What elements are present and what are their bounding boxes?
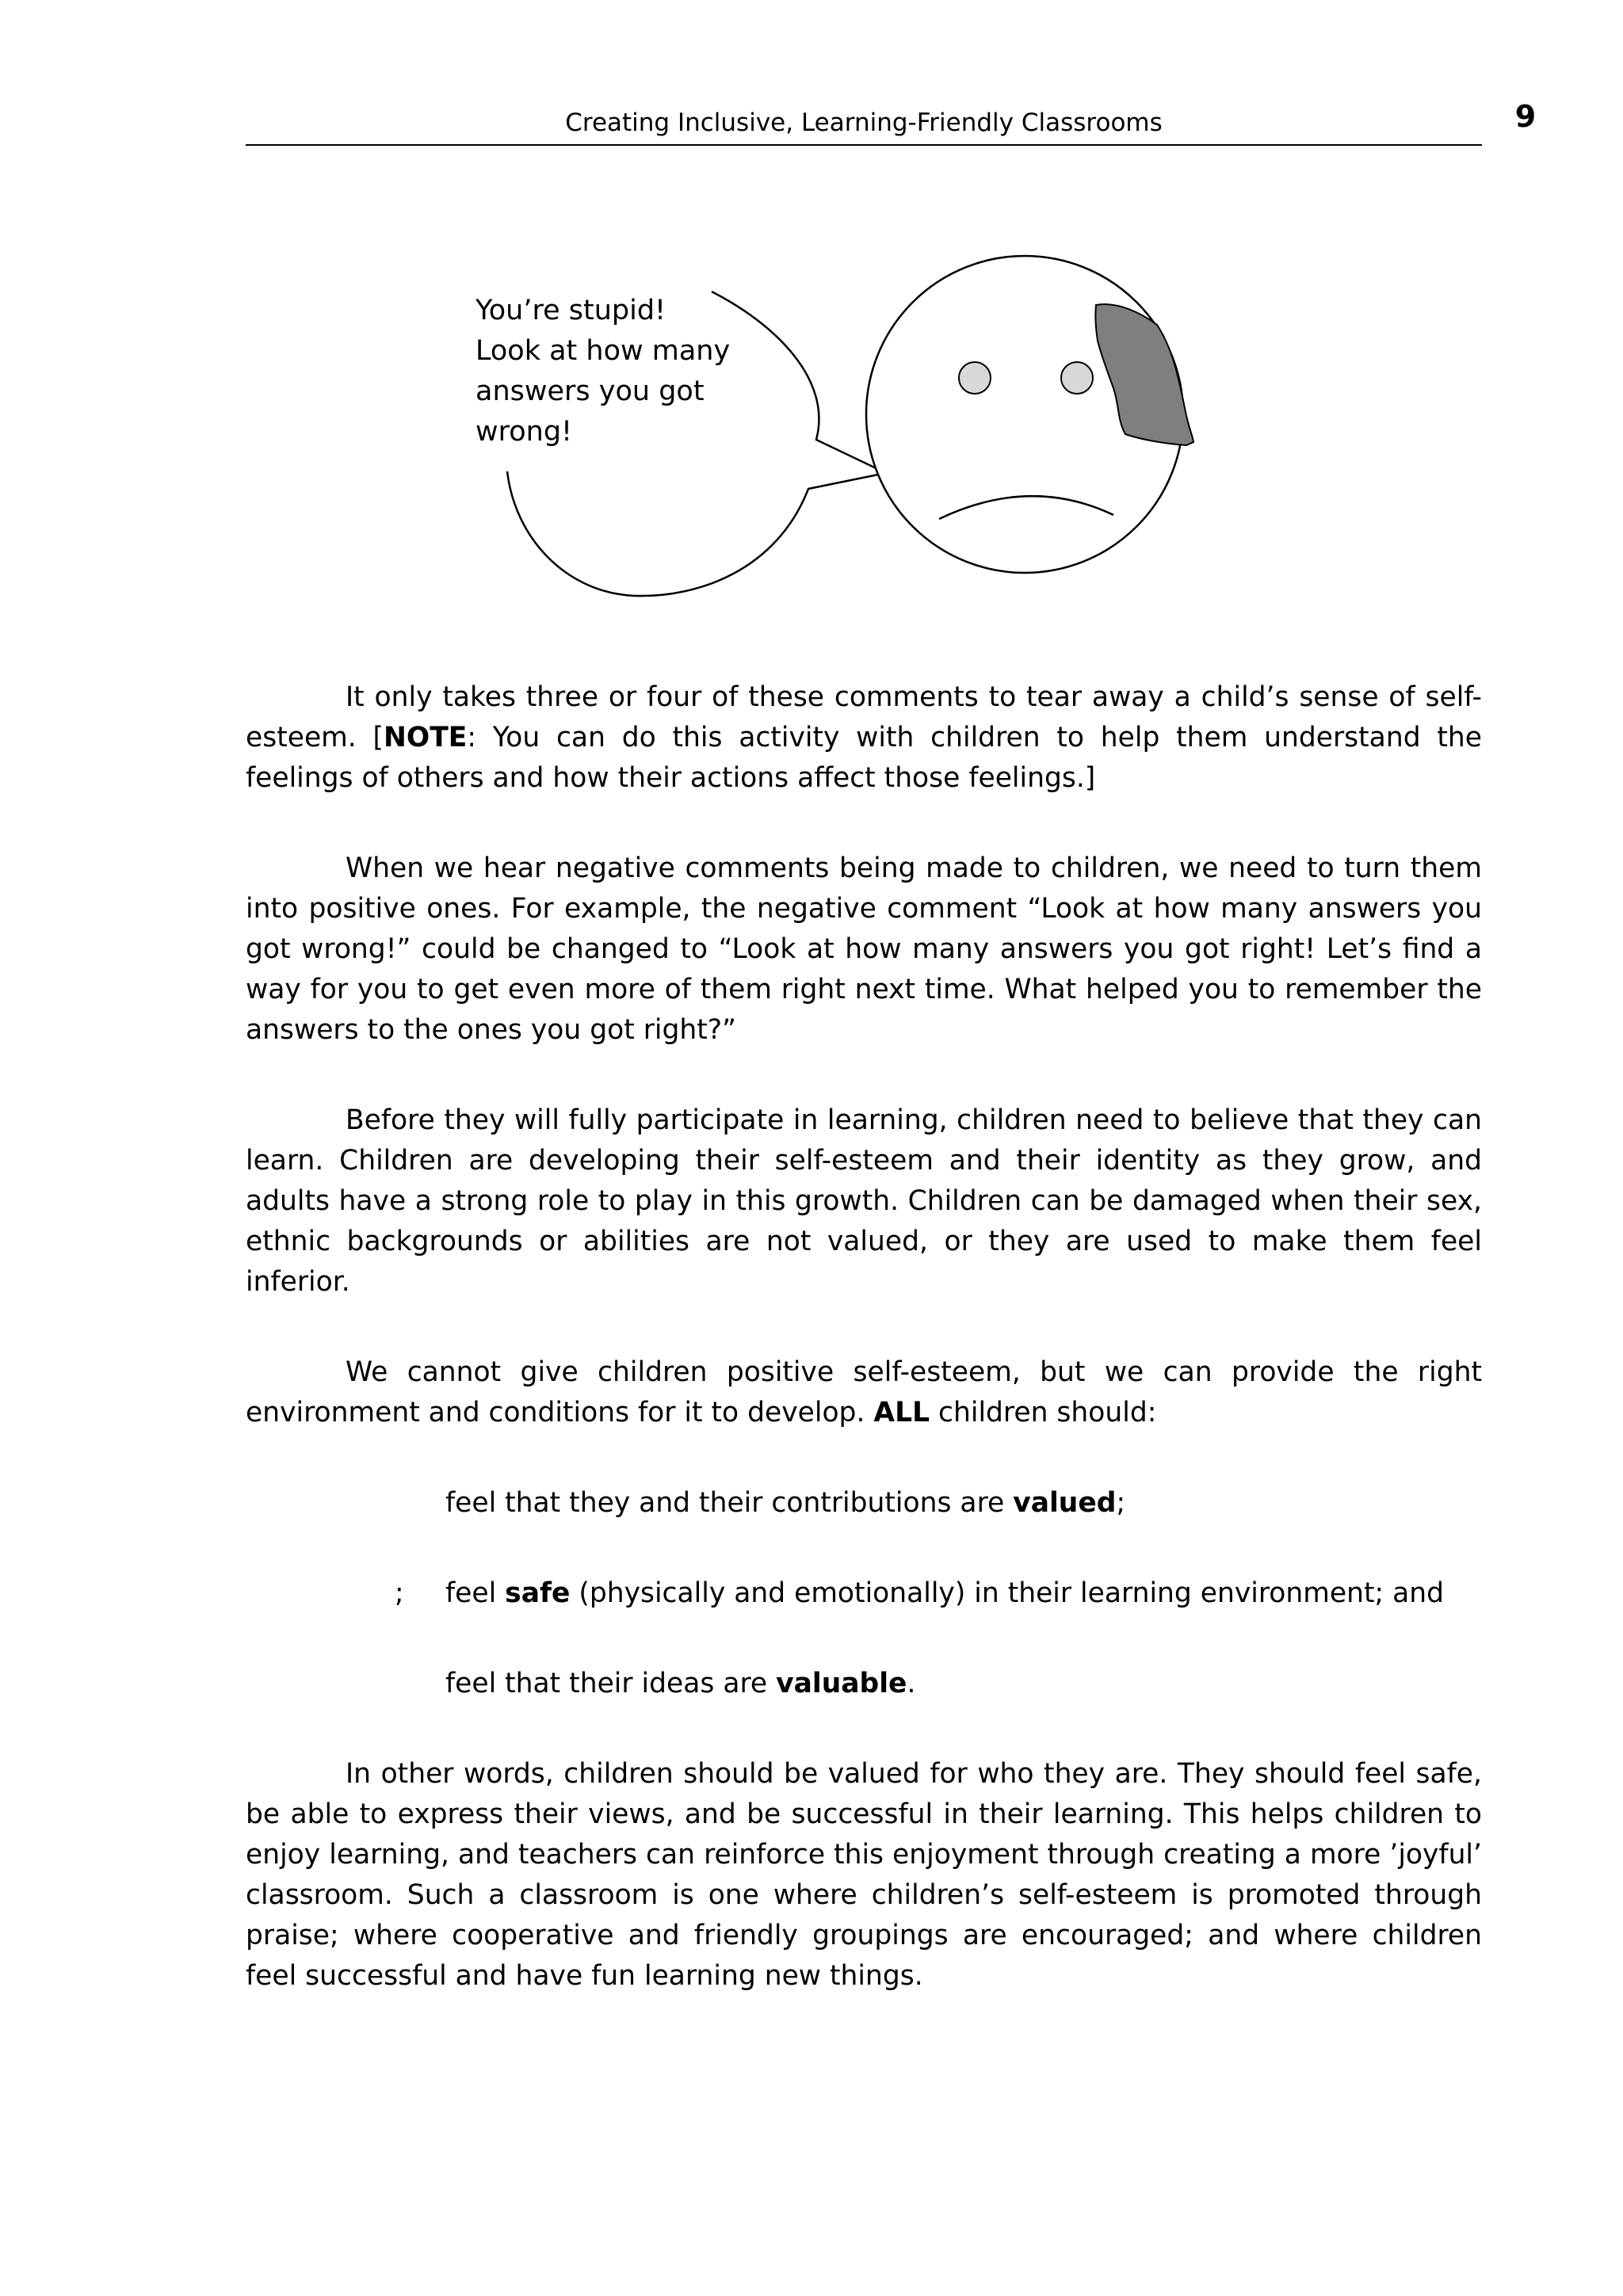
bullet-text-end: .	[907, 1668, 916, 1699]
page-number: 9	[1514, 99, 1537, 134]
body-text	[246, 677, 1482, 2046]
bullet-emphasis: safe	[505, 1577, 571, 1609]
sad-face-illustration	[0, 0, 1623, 681]
left-eye	[959, 362, 991, 394]
bubble-line: You’re stupid!	[475, 295, 666, 326]
bullet-text: feel	[445, 1577, 506, 1609]
paragraph-2: When we hear negative comments being made to children, we need to turn them into positive ones. For example, the negative comment “Look at how many answers you got wrong!” could be changed to “Look at how many answers you got right! Let’s find a way for you to get even more of them right next time. What helped you to remember the answers to the ones you got right?”	[246, 852, 1482, 1046]
paragraph-1-note-text: : You can do this activity with children to help them understand the feelings of others and how their actions affect those feelings.]	[246, 722, 1482, 794]
paragraph-4	[246, 1352, 1482, 1433]
bubble-line: wrong!	[475, 416, 573, 448]
bullet-marker: ;	[395, 1577, 404, 1609]
paragraph-4-end: children should:	[930, 1397, 1157, 1428]
bullet-item	[246, 1573, 1482, 1614]
paragraph-1	[246, 677, 1482, 799]
note-label: NOTE	[384, 722, 468, 753]
bullet-item	[246, 1664, 1482, 1704]
paragraph-5: In other words, children should be valued for who they are. They should feel safe, be able to express their views, and be successful in their learning. This helps children to enjoy learning, and teachers can reinforce this enjoyment through creating a more ’joyful’ classroom. Such a classroom is one where children’s self-esteem is promoted through praise; where cooperative and friendly groupings are encouraged; and where children feel successful and have fun learning new things.	[246, 1758, 1482, 1992]
speech-bubble-text	[475, 291, 737, 452]
bullet-emphasis: valuable	[776, 1668, 907, 1699]
bubble-line: Look at how many	[475, 335, 731, 367]
paragraph-3: Before they will fully participate in learning, children need to believe that they can learn. Children are developing their self-esteem and their identity as they grow, and adults have a strong role to play in this growth. Children can be damaged when their sex, ethnic backgrounds or abilities are not valued, or they are used to make them feel inferior.	[246, 1104, 1482, 1298]
right-eye	[1061, 362, 1093, 394]
bubble-line: answers you got	[475, 376, 705, 407]
running-header-title: Creating Inclusive, Learning-Friendly Classrooms	[565, 109, 1163, 137]
bullet-text-end: ;	[1116, 1487, 1126, 1519]
bullet-emphasis: valued	[1013, 1487, 1117, 1519]
all-emphasis: ALL	[873, 1397, 930, 1428]
paragraph-4-text: We cannot give children positive self-esteem, but we can provide the right environment and conditions for it to develop.	[246, 1356, 1482, 1428]
bullet-text-end: (physically and emotionally) in their learning environment; and	[570, 1577, 1444, 1609]
paragraph-1-text: It only takes three or four of these comments to tear away a child’s sense of self-esteem. [	[246, 681, 1482, 753]
bullet-text: feel that their ideas are	[445, 1668, 777, 1699]
bullet-text: feel that they and their contributions are	[445, 1487, 1014, 1519]
bullet-item	[246, 1483, 1482, 1524]
